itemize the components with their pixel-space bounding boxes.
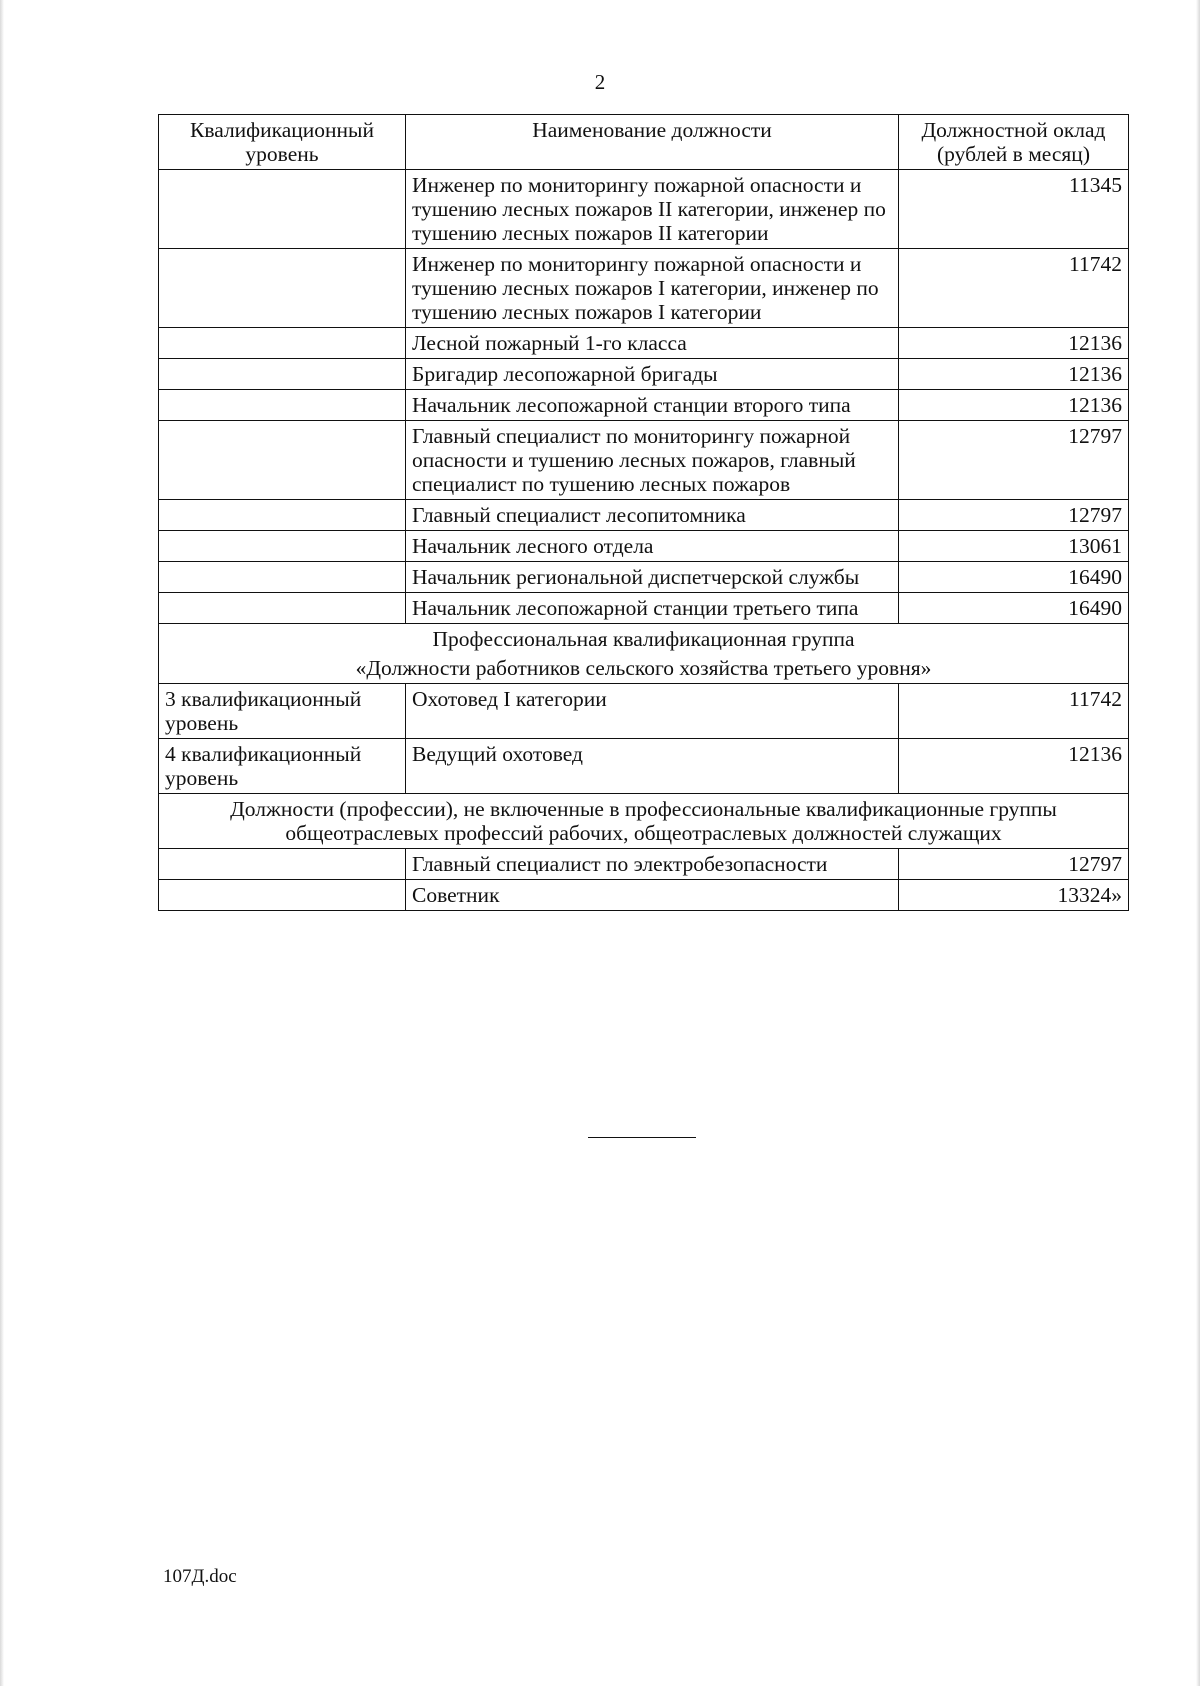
- table-row: [159, 531, 1129, 562]
- cell-level: 4 квалификационный уровень: [159, 739, 406, 794]
- cell-position: Охотовед I категории: [406, 684, 899, 739]
- table-row: [159, 593, 1129, 624]
- footer-filename: 107Д.doc: [163, 1566, 237, 1587]
- cell-salary: 13061: [899, 531, 1129, 562]
- cell-level: [159, 421, 406, 500]
- cell-position: Начальник лесопожарной станции второго типа: [406, 390, 899, 421]
- page-number: 2: [594, 70, 606, 94]
- table-row: [159, 421, 1129, 500]
- group-heading-line-2: общеотраслевых профессий рабочих, общеотраслевых должностей служащих: [285, 821, 1002, 845]
- cell-position: Главный специалист по электробезопасности: [406, 849, 899, 880]
- cell-salary: 12136: [899, 359, 1129, 390]
- cell-level: [159, 390, 406, 421]
- cell-salary: 12797: [899, 421, 1129, 500]
- table-row: [159, 170, 1129, 249]
- cell-position: Главный специалист лесопитомника: [406, 500, 899, 531]
- cell-position: Начальник лесного отдела: [406, 531, 899, 562]
- header-salary: Должностной оклад (рублей в месяц): [899, 115, 1129, 170]
- cell-level: [159, 170, 406, 249]
- table-row: [159, 359, 1129, 390]
- group-heading-line-2: «Должности работников сельского хозяйства третьего уровня»: [355, 656, 932, 680]
- cell-position: Инженер по мониторингу пожарной опасности и тушению лесных пожаров I категории, инженер по тушению лесных пожаров I категории: [406, 249, 899, 328]
- table-row: [159, 249, 1129, 328]
- cell-salary: 12136: [899, 739, 1129, 794]
- table-row: [159, 880, 1129, 911]
- header-qualification-level: Квалификационный уровень: [159, 115, 406, 170]
- cell-level: [159, 531, 406, 562]
- table-row: [159, 562, 1129, 593]
- scan-edge-left: [0, 0, 4, 1686]
- cell-position: Главный специалист по мониторингу пожарной опасности и тушению лесных пожаров, главный специалист по тушению лесных пожаров: [406, 421, 899, 500]
- cell-level: [159, 849, 406, 880]
- header-position-name: Наименование должности: [406, 115, 899, 170]
- cell-level: [159, 359, 406, 390]
- salary-table: [158, 114, 1129, 911]
- cell-salary: 11345: [899, 170, 1129, 249]
- cell-position: Лесной пожарный 1-го класса: [406, 328, 899, 359]
- cell-level: 3 квалификационный уровень: [159, 684, 406, 739]
- cell-salary: 11742: [899, 684, 1129, 739]
- group-heading-row: [159, 624, 1129, 684]
- table-row: [159, 500, 1129, 531]
- group-heading-line-1: Должности (профессии), не включенные в профессиональные квалификационные группы: [230, 797, 1057, 821]
- cell-position: Бригадир лесопожарной бригады: [406, 359, 899, 390]
- cell-position: Начальник региональной диспетчерской службы: [406, 562, 899, 593]
- group-heading-row: [159, 794, 1129, 849]
- table-row: [159, 684, 1129, 739]
- cell-salary: 11742: [899, 249, 1129, 328]
- group-heading-line-1: Профессиональная квалификационная группа: [432, 627, 855, 651]
- cell-level: [159, 500, 406, 531]
- cell-salary: 12136: [899, 328, 1129, 359]
- table-row: [159, 328, 1129, 359]
- cell-position: Инженер по мониторингу пожарной опасности и тушению лесных пожаров II категории, инженер по тушению лесных пожаров II категории: [406, 170, 899, 249]
- cell-level: [159, 562, 406, 593]
- table-row: [159, 390, 1129, 421]
- group-heading-agriculture: [159, 624, 1129, 684]
- cell-position: Начальник лесопожарной станции третьего типа: [406, 593, 899, 624]
- cell-position: Советник: [406, 880, 899, 911]
- cell-salary: 12797: [899, 849, 1129, 880]
- cell-level: [159, 593, 406, 624]
- cell-level: [159, 880, 406, 911]
- cell-salary: 12797: [899, 500, 1129, 531]
- table-header-row: [159, 115, 1129, 170]
- cell-position: Ведущий охотовед: [406, 739, 899, 794]
- cell-level: [159, 328, 406, 359]
- cell-salary: 13324»: [899, 880, 1129, 911]
- cell-salary: 16490: [899, 593, 1129, 624]
- scan-edge-right: [1196, 0, 1200, 1686]
- cell-salary: 16490: [899, 562, 1129, 593]
- cell-salary: 12136: [899, 390, 1129, 421]
- end-separator-line: [588, 1137, 696, 1138]
- table-row: [159, 849, 1129, 880]
- cell-level: [159, 249, 406, 328]
- group-heading-other-positions: [159, 794, 1129, 849]
- table-row: [159, 739, 1129, 794]
